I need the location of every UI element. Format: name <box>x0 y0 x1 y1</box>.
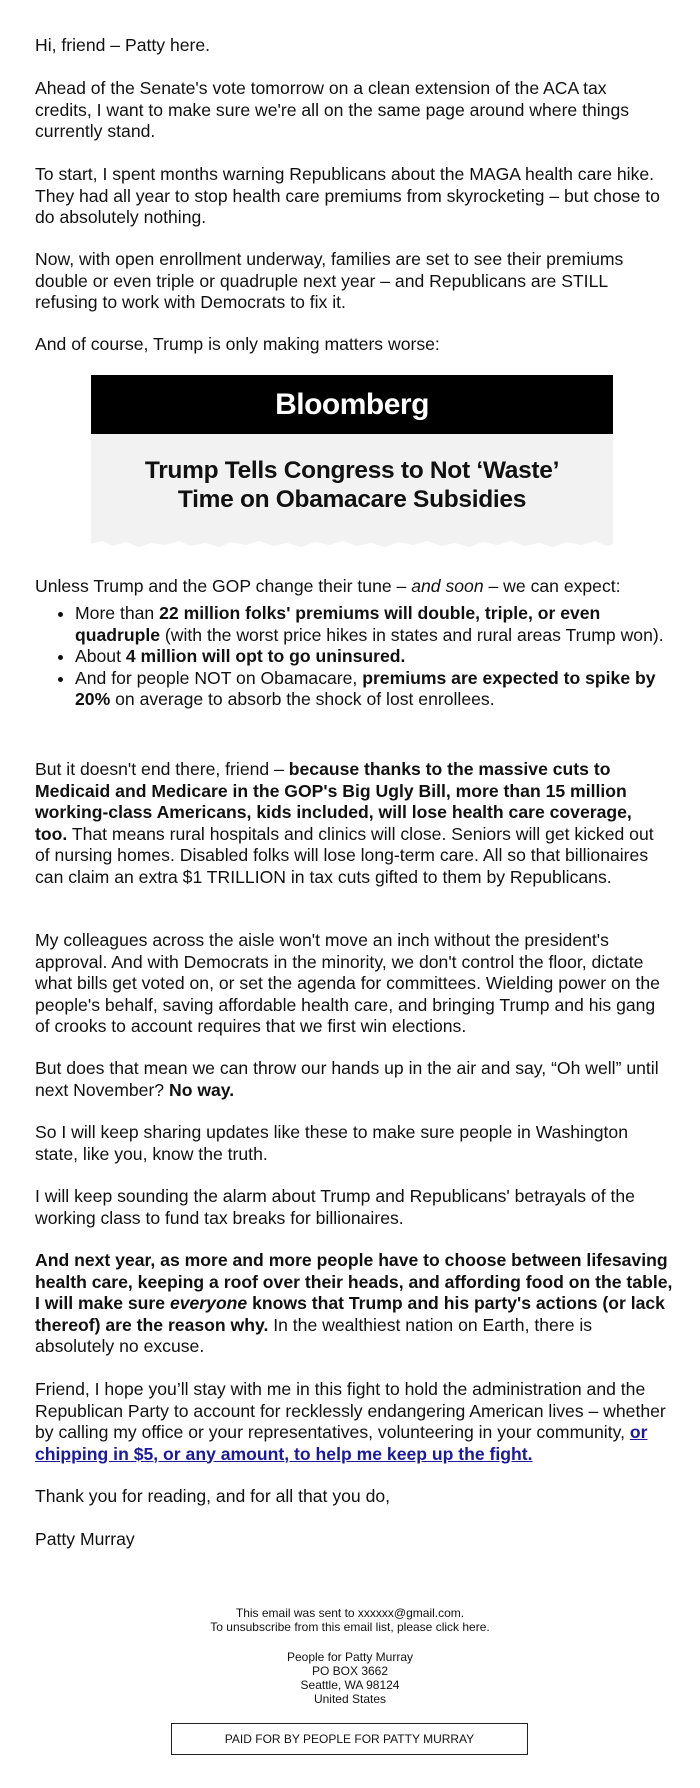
org-name: People for Patty Murray <box>286 1650 414 1664</box>
headline-line-1: Trump Tells Congress to Not ‘Waste’ <box>144 457 560 484</box>
city-state-zip: Seattle, WA 98124 <box>300 1678 400 1692</box>
torn-paper-edge <box>91 538 613 550</box>
headline-line-2: Time on Obamacare Subsidies <box>177 486 527 513</box>
bloomberg-logo: Bloomberg <box>91 375 613 434</box>
bloomberg-headline <box>91 434 613 514</box>
mailing-address <box>0 1650 700 1706</box>
paragraph-senate-vote: Ahead of the Senate's vote tomorrow on a clean extension of the ACA tax credits, I want to make sure we're all on the same page around where things currently stand. <box>35 78 630 141</box>
signature: Patty Murray <box>35 1529 135 1549</box>
paragraph-updates: So I will keep sharing updates like these to make sure people in Washington state, like you, know the truth. <box>35 1122 628 1164</box>
emphasis-and-soon: and soon <box>411 576 484 596</box>
paragraph-no-way: But does that mean we can throw our hands up in the air and say, “Oh well” until next November? No way. <box>35 1058 659 1100</box>
sent-to-notice: This email was sent to xxxxxx@gmail.com. <box>235 1606 465 1620</box>
paragraph-next-year: And next year, as more and more people have to choose between lifesaving health care, keeping a roof over their heads, and affording food on the table, I will make sure everyone knows that Trump and his party's actions (or lack thereof) are the reason why. In the wealthiest nation on Earth, there is absolutely no excuse. <box>35 1250 673 1356</box>
paragraph-expect: Unless Trump and the GOP change their tune – and soon – we can expect: <box>35 576 621 596</box>
bloomberg-headline-image <box>91 375 613 550</box>
paid-for-disclaimer: PAID FOR BY PEOPLE FOR PATTY MURRAY <box>171 1723 528 1755</box>
email-footer <box>0 1606 700 1706</box>
unsubscribe-link[interactable]: To unsubscribe from this email list, please click here. <box>210 1620 490 1634</box>
paragraph-colleagues: My colleagues across the aisle won't move an inch without the president's approval. And with Democrats in the minority, we don't control the floor, dictate what bills get voted on, or set the agenda for committees. Wielding power on the people's behalf, saving affordable health care, and bringing Trump and his gang of crooks to account requires that we first win elections. <box>35 930 660 1036</box>
list-item: • More than 22 million folks' premiums will double, triple, or even quadruple (with the worst price hikes in states and rural areas Trump won). <box>75 603 675 646</box>
paragraph-warning: To start, I spent months warning Republicans about the MAGA health care hike. They had all year to stop health care premiums from skyrocketing – but chose to do absolutely nothing. <box>35 164 660 227</box>
paragraph-open-enrollment: Now, with open enrollment underway, families are set to see their premiums double or even triple or quadruple next year – and Republicans are STILL refusing to work with Democrats to fix it. <box>35 249 624 312</box>
paragraph-trump-worse: And of course, Trump is only making matters worse: <box>35 334 440 354</box>
greeting: Hi, friend – Patty here. <box>35 35 211 55</box>
expectations-list <box>35 603 675 711</box>
po-box: PO BOX 3662 <box>311 1664 389 1678</box>
donate-link[interactable]: or chipping in $5, or any amount, to help me keep up the fight. <box>35 1422 648 1464</box>
paragraph-call-to-action: Friend, I hope you’ll stay with me in this fight to hold the administration and the Republican Party to account for recklessly endangering American lives – whether by calling my office or your representatives, volunteering in your community, or chipping in $5, or any amount, to help me keep up the fight. <box>35 1379 666 1464</box>
paragraph-medicaid-cuts: But it doesn't end there, friend – because thanks to the massive cuts to Medicaid and Medicare in the GOP's Big Ugly Bill, more than 15 million working-class Americans, kids included, will lose health care coverage, too. That means rural hospitals and clinics will close. Seniors will get kicked out of nursing homes. Disabled folks will lose long-term care. All so that billionaires can claim an extra $1 TRILLION in tax cuts gifted to them by Republicans. <box>35 759 654 887</box>
country: United States <box>313 1692 387 1706</box>
paragraph-thanks: Thank you for reading, and for all that you do, <box>35 1486 391 1506</box>
list-item: • About 4 million will opt to go uninsured. <box>75 646 675 668</box>
list-item: • And for people NOT on Obamacare, premiums are expected to spike by 20% on average to absorb the shock of lost enrollees. <box>75 668 675 711</box>
paragraph-alarm: I will keep sounding the alarm about Trump and Republicans' betrayals of the working class to fund tax breaks for billionaires. <box>35 1186 635 1228</box>
